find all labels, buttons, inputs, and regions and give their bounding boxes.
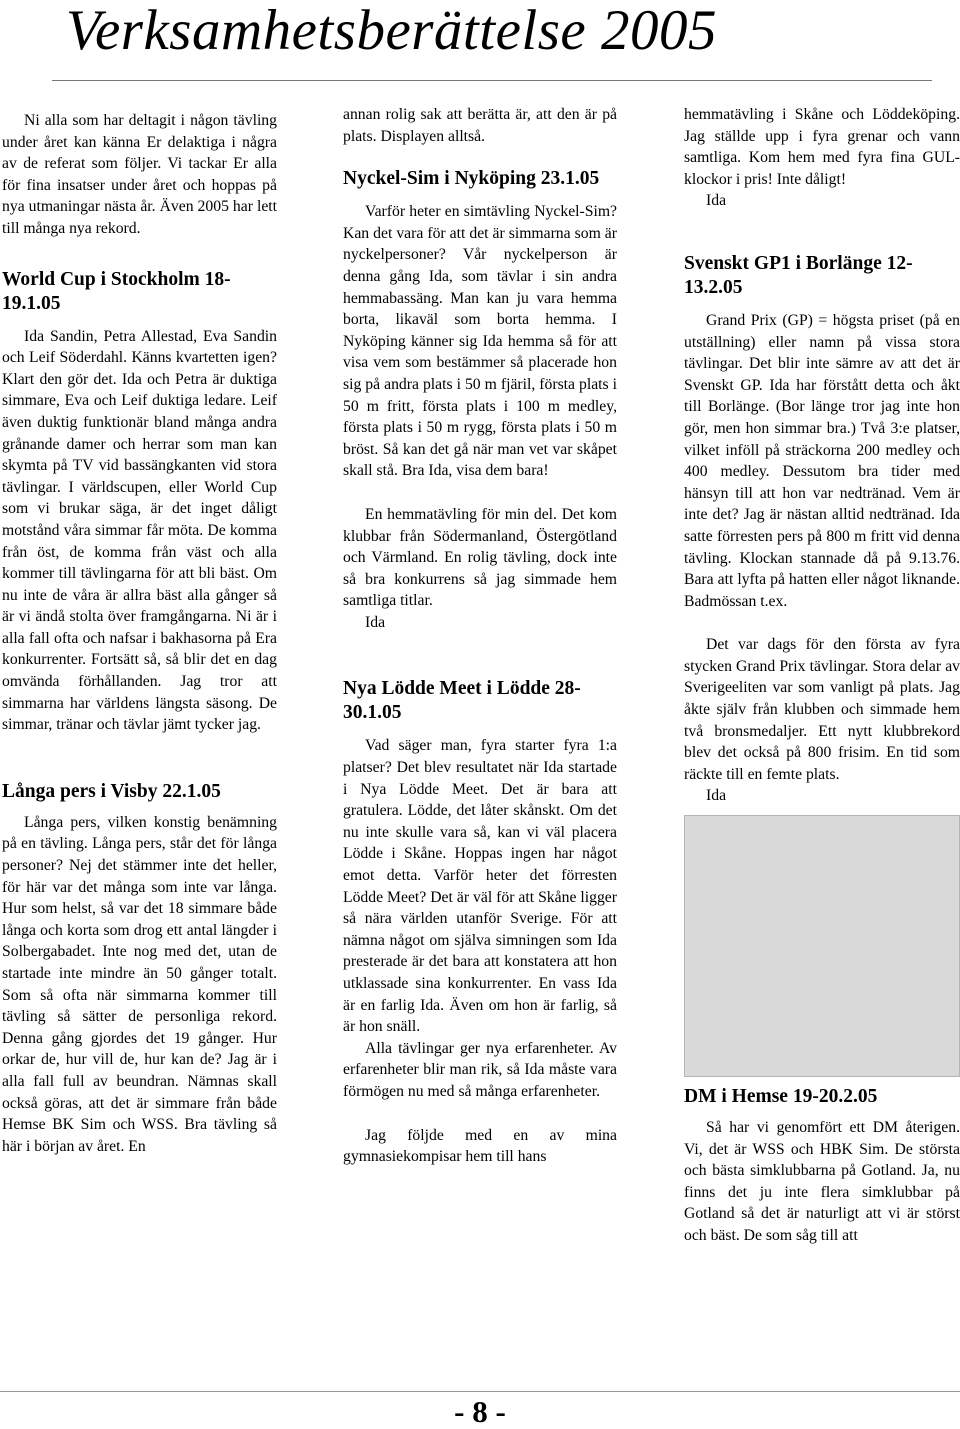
section-body-lodde-3: Jag följde med en av mina gymnasiekompisar hem till hans (343, 1126, 617, 1166)
section-heading-lodde: Nya Lödde Meet i Lödde 28-30.1.05 (343, 678, 581, 724)
footer-rule (0, 1391, 960, 1392)
signature-ida: Ida (706, 787, 727, 805)
signature-ida: Ida (706, 192, 727, 210)
continued-paragraph: annan rolig sak att berätta är, att den är på plats. Displayen alltså. (343, 106, 617, 145)
column-1 (2, 110, 277, 1157)
section-body-nyckel-sim: Varför heter en simtävling Nyckel-Sim? Kan det vara för att det är simmarna som är nyckelpersoner? Vår nyckelperson är denna gång Ida, som tävlar i sin andra hemmabassäng. Man kan ju vara hemma borta, likaväl som borta hemma. I Nyköping känner sig Ida hemma så för att visa vem som bestämmer så placerade hon sig på andra plats i 50 m fjäril, första plats i 50 m fritt, första plats i 100 m medley, första plats i 50 m rygg, första plats i 50 m bröst. Så kan det gå när man vet var skåpet skall stå. Bra Ida, visa dem bara! (343, 203, 617, 480)
continued-paragraph: hemmatävling i Skåne och Löddeköping. Jag ställde upp i fyra grenar och vann samtliga. Kom hem med fyra fina GUL-klockor i pris! Inte dåligt! (684, 106, 960, 188)
section-heading-borlange: Svenskt GP1 i Borlänge 12-13.2.05 (684, 252, 913, 298)
title-rule (52, 80, 932, 81)
section-heading-nyckel-sim: Nyckel-Sim i Nyköping 23.1.05 (343, 168, 600, 190)
section-body-visby: Långa pers, vilken konstig benämning på en tävling. Långa pers, står det för långa personer? Nej det stämmer inte det heller, för här var det många som inte var långa. Hur som helst, så var det 18 simmare både långa och korta som drog ett antal längder i Solbergabadet. Inte nog med det, utan de startade inte mindre än 50 gånger totalt. Som så ofta när simmarna kommer till tävling så sätter de personliga rekord. Denna gång gjordes det 19 gånger. Hur orkar de, hur vill de, hur kan de? Jag är i alla fall full av beundran. Nämnas skall också göras, att det är simmare från både Hemse BK Sim och WSS. Bra tävling så här i början av året. En (2, 813, 277, 1155)
section-heading-world-cup: World Cup i Stockholm 18-19.1.05 (2, 268, 231, 314)
signature-ida: Ida (365, 613, 386, 631)
section-heading-visby: Långa pers i Visby 22.1.05 (2, 780, 221, 802)
cartoon-weightlifter-image (684, 815, 960, 1077)
section-body-hemse: Så har vi genomfört ett DM återigen. Vi, det är WSS och HBK Sim. De största och bästa simklubbarna på Gotland. Ja, nu finns det ju inte flera simklubbar på Gotland så det är naturligt att vi är störst och bäst. De som såg till att (684, 1119, 960, 1244)
intro-paragraph: Ni alla som har deltagit i någon tävling under året kan känna Er delaktiga i några av de referat som följer. Vi tackar Er alla för fina insatser under året och hoppas på nya utmaningar nästa år. Även 2005 har lett till många nya rekord. (2, 112, 277, 237)
section-body-nyckel-sim-ida: En hemmatävling för min del. Det kom klubbar från Södermanland, Östergötland och Värmland. En rolig tävling, dock inte så bra konkurrens så jag simmade hem samtliga titlar. (343, 505, 617, 610)
page-title: Verksamhetsberättelse 2005 (66, 0, 717, 62)
section-body-borlange-ida: Det var dags för den första av fyra stycken Grand Prix tävlingar. Stora delar av Sverigeeliten var som vanligt på plats. Jag åkte själv från klubben och simmade hem två bronsmedaljer. Ett nytt klubbrekord blev det också på 800 frisim. En tid som räckte till en femte plats. (684, 636, 960, 783)
column-2 (343, 104, 617, 1168)
section-body-borlange: Grand Prix (GP) = högsta priset (på en utställning) eller namn på vissa stora tävlingar. Det blir inte sämre av att det är Svenskt GP. Ida har förstått detta och åkt till Borlänge. (Bor länge tror jag inte hon gör, men hon simmar bra.) Två 3:e platser, vilket inföll på sträckorna 200 medley och 400 medley. Dessutom bra tider med hänsyn till att hon var nedtränad. Vem är inte det? Jag är nästan alltid nedtränad. Ida satte förresten pers på 800 m fritt vid denna tävling. Klockan stannade då på 9.13.76. Bara att lyfta på hatten eller något liknande. Badmössan t.ex. (684, 311, 960, 610)
section-body-world-cup: Ida Sandin, Petra Allestad, Eva Sandin och Leif Söderdahl. Känns kvartetten igen? Klart den gör det. Ida och Petra är duktiga simmare, Eva och Leif duktiga ledare. Leif även duktig funktionär bland många andra grånande damer och herrar som man kan skymta på TV vid bassängkanten vid stora tävlingar. I världscupen, eller World Cup som vi brukar säga, är det inget dåligt motstånd våra simmar får möta. De komma från öst, de komma från väst och alla kommer till tävlingarna för att bli bäst. Om nu inte de våra är allra bäst alla gånger så är vi ändå stolta över framgångarna. Ni är i alla fall ofta och nafsar i bakhasorna på Era konkurrenter. Fortsätt så, så blir det en dag omvända förhållanden. Jag tror att simmarna har världens längsta säsong. De simmar, tränar och tävlar jämt tycker jag. (2, 327, 277, 734)
column-3 (684, 104, 960, 1247)
page-number: - 8 - (454, 1394, 506, 1429)
section-heading-hemse: DM i Hemse 19-20.2.05 (684, 1086, 878, 1108)
section-body-lodde: Vad säger man, fyra starter fyra 1:a platser? Det blev resultatet när Ida startade i Nya Lödde Meet. Det är bara att gratulera. Lödde, det låter skånskt. Om det nu inte skulle vara så, kan vi väl placera Lödde i Skåne. Hoppas ingen har något emot detta. Varför heter det förresten Lödde Meet? Det är väl för att Skåne ligger så nära världen utanför Sverige. För att nämna något om själva simningen som Ida presterade är det bara att konstatera att hon utklassade sina konkurrenter. En vass Ida är en farlig Ida. Även om hon är farlig, så är hon snäll. (343, 737, 617, 1036)
section-body-lodde-2: Alla tävlingar ger nya erfarenheter. Av erfarenheter blir man rik, så Ida måste vara förmögen nu med så många erfarenheter. (343, 1039, 617, 1100)
